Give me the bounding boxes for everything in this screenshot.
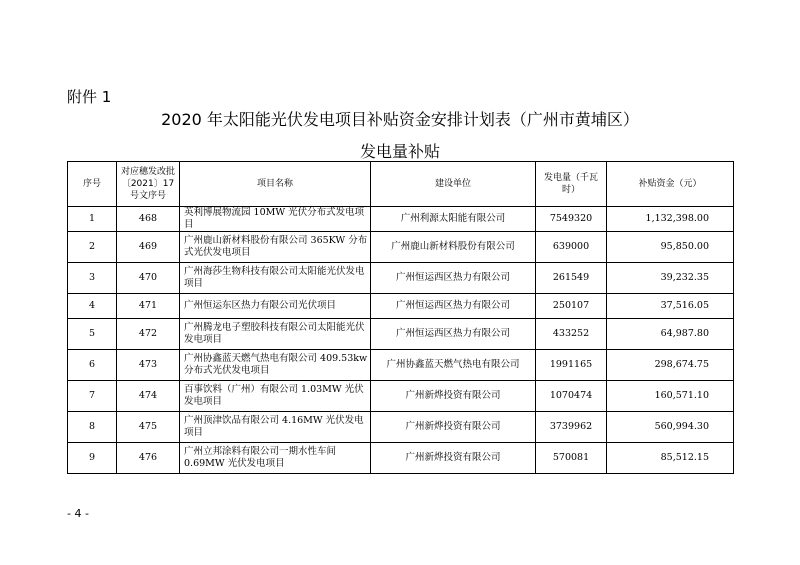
page-number: - 4 - xyxy=(67,507,89,520)
cell-doc-no: 469 xyxy=(117,232,180,263)
table-body xyxy=(68,207,734,474)
cell-seq: 4 xyxy=(68,294,117,319)
cell-generation: 639000 xyxy=(536,232,607,263)
table-row xyxy=(68,381,734,412)
table-row xyxy=(68,232,734,263)
cell-doc-no: 476 xyxy=(117,443,180,474)
cell-seq: 1 xyxy=(68,207,117,232)
cell-project: 广州协鑫蓝天燃气热电有限公司 409.53kw 分布式光伏发电项目 xyxy=(180,350,371,381)
table-row xyxy=(68,443,734,474)
cell-generation: 570081 xyxy=(536,443,607,474)
cell-project: 百事饮料（广州）有限公司 1.03MW 光伏发电项目 xyxy=(180,381,371,412)
cell-project: 广州鹿山新材料股份有限公司 365KW 分布式光伏发电项目 xyxy=(180,232,371,263)
cell-seq: 7 xyxy=(68,381,117,412)
cell-subsidy: 95,850.00 xyxy=(607,232,734,263)
cell-builder: 广州新烨投资有限公司 xyxy=(371,412,536,443)
cell-builder: 广州恒运西区热力有限公司 xyxy=(371,263,536,294)
cell-subsidy: 298,674.75 xyxy=(607,350,734,381)
cell-project: 广州立邦涂料有限公司一期水性车间 0.69MW 光伏发电项目 xyxy=(180,443,371,474)
cell-project: 广州恒运东区热力有限公司光伏项目 xyxy=(180,294,371,319)
cell-builder: 广州恒运西区热力有限公司 xyxy=(371,319,536,350)
cell-seq: 5 xyxy=(68,319,117,350)
document-title: 2020 年太阳能光伏发电项目补贴资金安排计划表（广州市黄埔区） xyxy=(161,110,639,129)
cell-doc-no: 475 xyxy=(117,412,180,443)
header-doc-no: 对应穗发改批〔2021〕17 号文序号 xyxy=(117,162,180,207)
table-row xyxy=(68,207,734,232)
cell-seq: 3 xyxy=(68,263,117,294)
cell-doc-no: 474 xyxy=(117,381,180,412)
cell-doc-no: 471 xyxy=(117,294,180,319)
cell-subsidy: 39,232.35 xyxy=(607,263,734,294)
cell-subsidy: 160,571.10 xyxy=(607,381,734,412)
cell-builder: 广州恒运西区热力有限公司 xyxy=(371,294,536,319)
cell-doc-no: 468 xyxy=(117,207,180,232)
table-row xyxy=(68,263,734,294)
header-subsidy: 补贴资金（元） xyxy=(607,162,734,207)
cell-seq: 8 xyxy=(68,412,117,443)
header-project: 项目名称 xyxy=(180,162,371,207)
table-row xyxy=(68,294,734,319)
cell-generation: 3739962 xyxy=(536,412,607,443)
header-builder: 建设单位 xyxy=(371,162,536,207)
cell-generation: 7549320 xyxy=(536,207,607,232)
cell-builder: 广州新烨投资有限公司 xyxy=(371,381,536,412)
table-header-row xyxy=(68,162,734,207)
cell-generation: 1991165 xyxy=(536,350,607,381)
cell-project: 广州顶津饮品有限公司 4.16MW 光伏发电项目 xyxy=(180,412,371,443)
cell-doc-no: 473 xyxy=(117,350,180,381)
cell-builder: 广州新烨投资有限公司 xyxy=(371,443,536,474)
document-subtitle: 发电量补贴 xyxy=(359,142,440,161)
cell-doc-no: 472 xyxy=(117,319,180,350)
cell-project: 广州海莎生物科技有限公司太阳能光伏发电项目 xyxy=(180,263,371,294)
cell-builder: 广州鹿山新材料股份有限公司 xyxy=(371,232,536,263)
cell-seq: 2 xyxy=(68,232,117,263)
cell-generation: 433252 xyxy=(536,319,607,350)
table-row xyxy=(68,412,734,443)
cell-generation: 1070474 xyxy=(536,381,607,412)
header-seq: 序号 xyxy=(68,162,117,207)
cell-project: 广州腾龙电子塑胶科技有限公司太阳能光伏发电项目 xyxy=(180,319,371,350)
cell-subsidy: 1,132,398.00 xyxy=(607,207,734,232)
header-generation: 发电量（千瓦时） xyxy=(536,162,607,207)
cell-project: 英利博展物流园 10MW 光伏分布式发电项目 xyxy=(180,207,371,232)
annex-label: 附件 1 xyxy=(67,88,112,106)
cell-subsidy: 85,512.15 xyxy=(607,443,734,474)
cell-generation: 261549 xyxy=(536,263,607,294)
cell-generation: 250107 xyxy=(536,294,607,319)
cell-doc-no: 470 xyxy=(117,263,180,294)
subsidy-table xyxy=(67,161,734,474)
table-row xyxy=(68,350,734,381)
cell-subsidy: 37,516.05 xyxy=(607,294,734,319)
cell-builder: 广州利源太阳能有限公司 xyxy=(371,207,536,232)
cell-seq: 6 xyxy=(68,350,117,381)
cell-subsidy: 64,987.80 xyxy=(607,319,734,350)
cell-subsidy: 560,994.30 xyxy=(607,412,734,443)
cell-seq: 9 xyxy=(68,443,117,474)
cell-builder: 广州协鑫蓝天燃气热电有限公司 xyxy=(371,350,536,381)
table-row xyxy=(68,319,734,350)
